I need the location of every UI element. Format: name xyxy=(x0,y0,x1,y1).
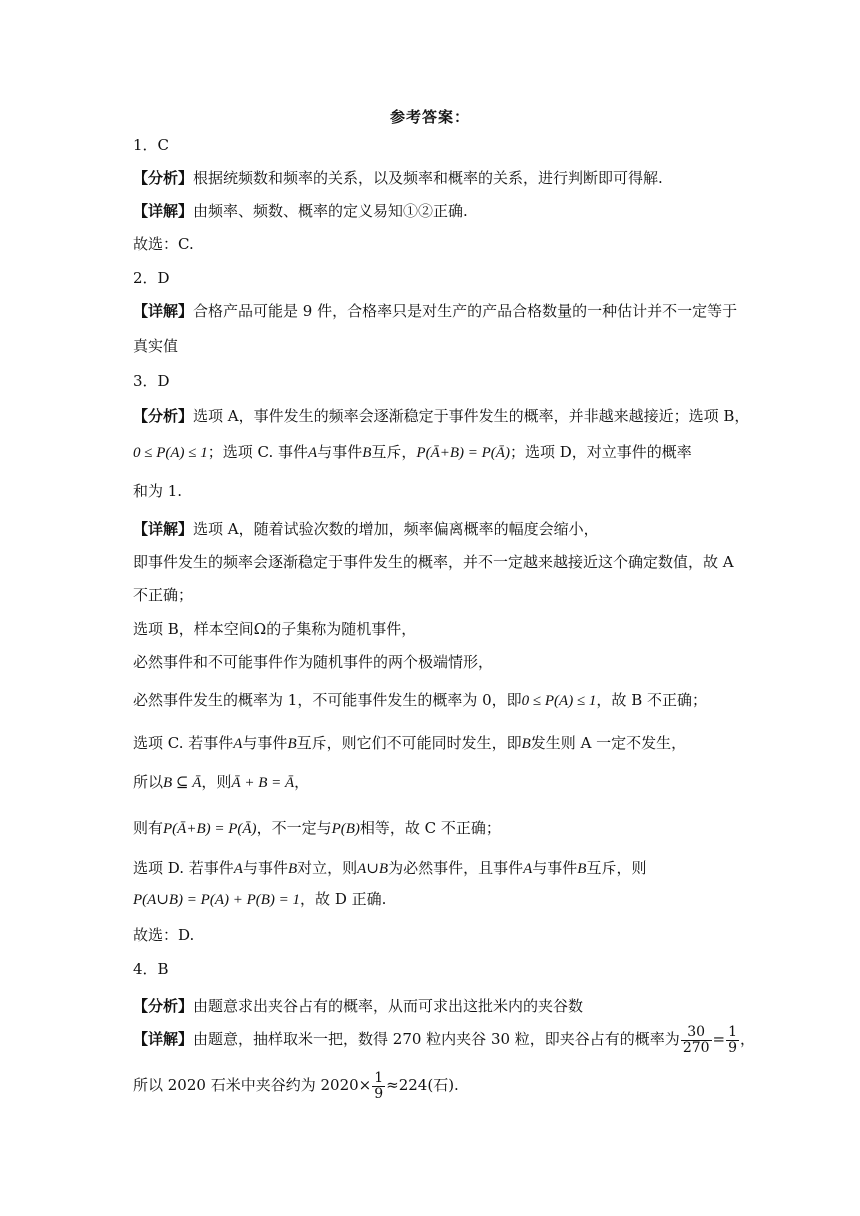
text: ；选项 D，对立事件的概率 xyxy=(509,443,692,461)
text: 发生则 A 一定不发生， xyxy=(530,734,687,752)
math-var: B xyxy=(287,861,298,877)
text: ，不一定与 xyxy=(256,819,332,837)
q4-number: 4．B xyxy=(133,960,169,978)
text: 相等，故 C 不正确； xyxy=(359,819,501,837)
math-var: A xyxy=(523,861,533,877)
text: 选项 A，随着试验次数的增加，频率偏离概率的幅度会缩小， xyxy=(193,520,599,538)
fraction-numerator: 1 xyxy=(374,1069,384,1086)
q3-analysis-2 xyxy=(133,442,692,463)
q3-analysis-text-1: 选项 A，事件发生的频率会逐渐稳定于事件发生的概率，并非越来越接近；选项 B， xyxy=(193,407,750,425)
text: 所以 xyxy=(133,773,164,791)
q4-analysis xyxy=(133,996,583,1016)
math-expr: 0 ≤ P(A) ≤ 1 xyxy=(521,693,597,709)
text: 互斥，则它们不可能同时发生，即 xyxy=(296,734,522,752)
q2-detail xyxy=(133,301,737,321)
text: 选项 D. 若事件 xyxy=(133,859,234,877)
analysis-tag: 【分析】 xyxy=(133,997,194,1015)
fraction-denominator: 270 xyxy=(682,1039,710,1056)
text: 所以 2020 石米中夹谷约为 2020× xyxy=(133,1076,372,1094)
text: ，故 B 不正确； xyxy=(596,691,707,709)
q3-answer: 故选：D. xyxy=(133,926,195,944)
math-expr: P(B) xyxy=(331,821,360,837)
fraction xyxy=(372,1071,385,1102)
analysis-tag: 【分析】 xyxy=(133,407,194,425)
equals-sign: = xyxy=(712,1030,726,1048)
math-expr: B ⊆ Ā xyxy=(163,775,202,791)
detail-tag: 【详解】 xyxy=(133,520,194,538)
math-expr: P(Ā+B) = P(Ā) xyxy=(416,445,510,461)
q3-detail-4: 选项 B，样本空间Ω的子集称为随机事件， xyxy=(133,620,417,638)
math-expr: Ā + B = Ā xyxy=(231,775,295,791)
text: ， xyxy=(740,1030,756,1048)
q3-detail-6 xyxy=(133,690,707,711)
math-var: A xyxy=(233,736,243,752)
q3-detail-2: 即事件发生的频率会逐渐稳定于事件发生的概率，并不一定越来越接近这个确定数值，故 A xyxy=(133,553,734,571)
text: 则有 xyxy=(133,819,164,837)
math-var: B xyxy=(521,736,531,752)
fraction-numerator: 1 xyxy=(728,1023,738,1040)
page-title: 参考答案： xyxy=(389,108,470,126)
q3-detail-8 xyxy=(133,772,309,793)
q4-detail-2 xyxy=(133,1068,459,1102)
text: 互斥， xyxy=(371,443,417,461)
q2-detail-text-1: 合格产品可能是 9 件，合格率只是对生产的产品合格数量的一种估计并不一定等于 xyxy=(193,302,738,320)
fraction xyxy=(681,1025,712,1056)
math-var: B xyxy=(362,445,372,461)
text: ，故 D 正确. xyxy=(300,890,387,908)
q3-number: 3．D xyxy=(133,372,170,390)
text: 由题意，抽样取米一把，数得 270 粒内夹谷 30 粒，即夹谷占有的概率为 xyxy=(193,1030,680,1048)
detail-tag: 【详解】 xyxy=(133,1030,194,1048)
q2-detail-text-2: 真实值 xyxy=(133,337,179,355)
math-var: B xyxy=(577,861,587,877)
q3-detail-9 xyxy=(133,818,501,839)
math-var: A xyxy=(308,445,318,461)
text: ，则 xyxy=(201,773,232,791)
text: 与事件 xyxy=(242,859,288,877)
text: 选项 C. 若事件 xyxy=(133,734,234,752)
q3-detail-7 xyxy=(133,733,686,754)
math-expr: P(Ā+B) = P(Ā) xyxy=(163,821,257,837)
text: ；选项 C. 事件 xyxy=(207,443,309,461)
q1-answer: 故选：C. xyxy=(133,235,194,253)
text: 必然事件发生的概率为 1，不可能事件发生的概率为 0，即 xyxy=(133,691,522,709)
text: ， xyxy=(294,773,310,791)
text: 与事件 xyxy=(242,734,288,752)
q3-detail-5: 必然事件和不可能事件作为随机事件的两个极端情形， xyxy=(133,653,494,671)
text: ≈224(石). xyxy=(386,1076,459,1094)
q3-detail-11 xyxy=(133,889,386,910)
text: 互斥，则 xyxy=(586,859,647,877)
fraction-numerator: 30 xyxy=(681,1025,712,1041)
q2-number: 2．D xyxy=(133,269,170,287)
q3-analysis-1 xyxy=(133,406,749,426)
text: 与事件 xyxy=(317,443,363,461)
q1-detail-text: 由频率、频数、概率的定义易知①②正确. xyxy=(193,202,468,220)
q3-detail-3: 不正确； xyxy=(133,586,194,604)
math-expr: 0 ≤ P(A) ≤ 1 xyxy=(133,445,208,461)
detail-tag: 【详解】 xyxy=(133,202,194,220)
detail-tag: 【详解】 xyxy=(133,302,194,320)
q4-detail-1 xyxy=(133,1022,755,1056)
text: 对立，则 xyxy=(297,859,358,877)
q1-analysis-text: 根据统频数和频率的关系，以及频率和概率的关系，进行判断即可得解. xyxy=(193,169,663,187)
math-var: B xyxy=(287,736,297,752)
q1-analysis xyxy=(133,168,663,188)
math-expr: P(A∪B) = P(A) + P(B) = 1 xyxy=(133,892,301,908)
fraction-denominator: 9 xyxy=(728,1039,738,1056)
fraction xyxy=(726,1025,739,1056)
q3-detail-10 xyxy=(133,858,646,879)
q3-detail-1 xyxy=(133,519,599,539)
analysis-tag: 【分析】 xyxy=(133,169,194,187)
fraction-denominator: 9 xyxy=(374,1085,384,1102)
text: 为必然事件，且事件 xyxy=(388,859,524,877)
q3-analysis-3: 和为 1. xyxy=(133,482,183,500)
math-var: A xyxy=(233,861,243,877)
math-expr: A∪B xyxy=(357,861,389,877)
text: 由题意求出夹谷占有的概率，从而可求出这批米内的夹谷数 xyxy=(193,997,584,1015)
q1-number: 1．C xyxy=(133,136,170,154)
text: 与事件 xyxy=(532,859,578,877)
q1-detail xyxy=(133,201,468,221)
